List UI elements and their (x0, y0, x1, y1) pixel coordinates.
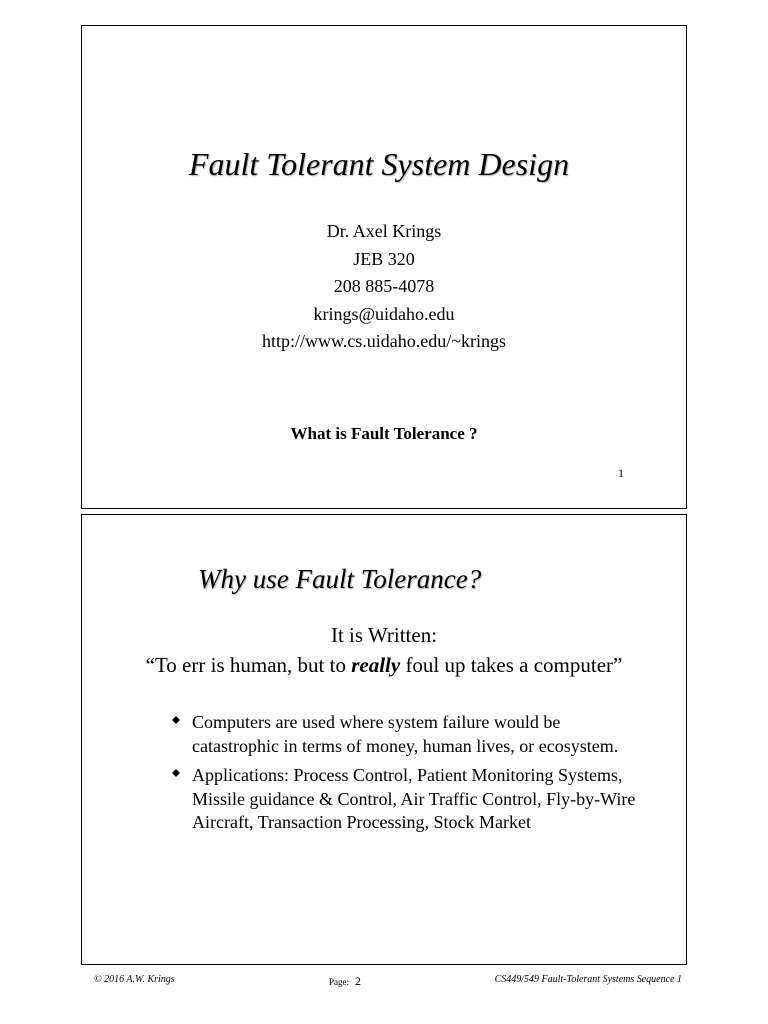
bullet-text: Computers are used where system failure would be catastrophic in terms of money, human lives, or ecosystem. (192, 712, 619, 756)
slide-1-page-number: 1 (618, 466, 624, 480)
bullet-item (170, 711, 640, 758)
phone: 208 885-4078 (333, 276, 435, 296)
footer-page (329, 974, 361, 989)
footer-copyright: © 2016 A.W. Krings (94, 974, 175, 985)
bullet-item (170, 764, 640, 835)
question-heading: What is Fault Tolerance ? (290, 424, 478, 443)
slide-1 (81, 25, 687, 509)
author-name: Dr. Axel Krings (326, 221, 442, 241)
email: krings@uidaho.edu (313, 303, 455, 324)
bullet-list (170, 711, 640, 841)
quote-before: “To err is human, but to (145, 653, 352, 677)
quote-line (82, 650, 686, 680)
diamond-bullet-icon (172, 716, 180, 724)
footer-course: CS449/549 Fault-Tolerant Systems Sequence 1 (494, 974, 682, 985)
footer-page-label: Page: (329, 977, 349, 987)
quote-emphasis: really (351, 653, 401, 677)
quote-after: foul up takes a computer” (400, 653, 623, 677)
contact-block (82, 218, 686, 356)
office: JEB 320 (353, 248, 415, 269)
homepage-url: http://www.cs.uidaho.edu/~krings (261, 331, 507, 351)
quote-block (82, 620, 686, 680)
slide-1-title: Fault Tolerant System Design (188, 146, 570, 182)
slide-2 (81, 514, 687, 965)
slide-2-title: Why use Fault Tolerance? (198, 564, 482, 594)
diamond-bullet-icon (172, 769, 180, 777)
bullet-text: Applications: Process Control, Patient Monitoring Systems, Missile guidance & Control, Air Traffic Control, Fly-by-Wire Aircraft, Transaction Processing, Stock Market (192, 765, 636, 832)
footer-page-value: 2 (355, 974, 361, 988)
it-is-written: It is Written: (330, 623, 438, 647)
